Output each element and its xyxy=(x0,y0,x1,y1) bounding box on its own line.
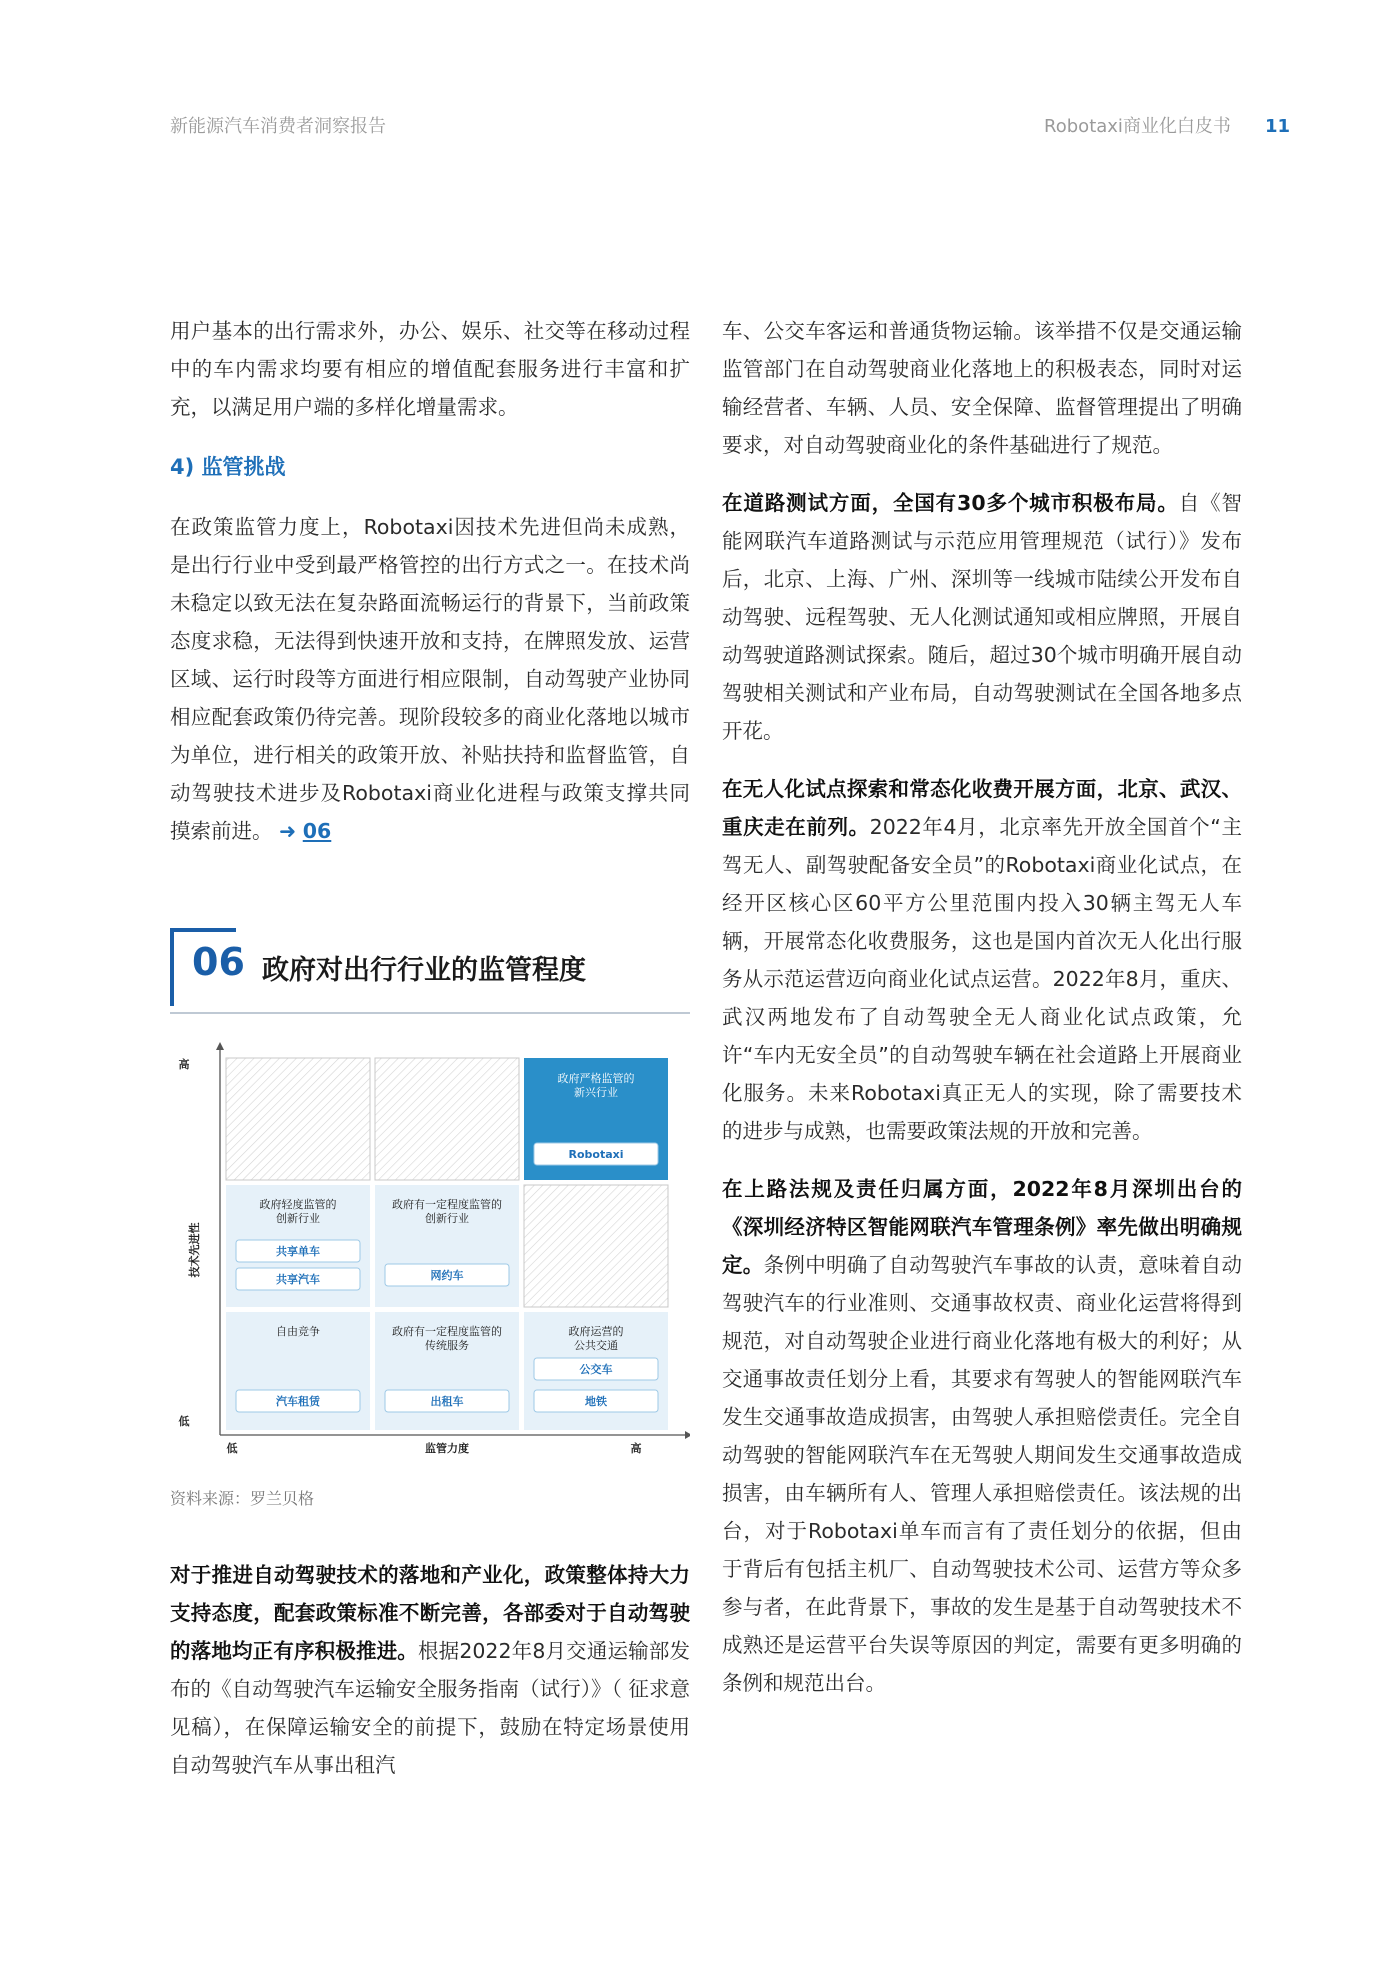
item-robotaxi: Robotaxi xyxy=(568,1148,624,1161)
item-taxi: 出租车 xyxy=(430,1395,464,1408)
figure-title xyxy=(170,928,690,1012)
figure-caption: 政府对出行行业的监管程度 xyxy=(262,955,586,986)
item-shared-bike: 共享单车 xyxy=(276,1245,320,1258)
y-axis-high-label: 高 xyxy=(178,1058,190,1071)
y-axis-low-label: 低 xyxy=(178,1415,190,1428)
x-axis-arrow xyxy=(685,1431,690,1439)
regulation-matrix-chart xyxy=(170,1040,690,1460)
paragraph: 车、公交车客运和普通货物运输。该举措不仅是交通运输监管部门在自动驾驶商业化落地上的积极表态，同时对运输经营者、车辆、人员、安全保障、监督管理提出了明确要求，对自动驾驶商业化的条件基础进行了规范。 xyxy=(722,319,1242,457)
item-car-rental: 汽车租赁 xyxy=(276,1395,320,1408)
paragraph-text: 条例中明确了自动驾驶汽车事故的认责，意味着自动驾驶汽车的行业准则、交通事故权责、商业化运营将得到规范，对自动驾驶企业进行商业化落地有极大的利好；从交通事故责任划分上看，其要求有驾驶人的智能网联汽车发生交通事故造成损害，由驾驶人承担赔偿责任。完全自动驾驶的智能网联汽车在无驾驶人期间发生交通事故造成损害，由车辆所有人、管理人承担赔偿责任。该法规的出台，对于Robotaxi单车而言有了责任划分的依据，但由于背后有包括主机厂、自动驾驶技术公司、运营方等众多参与者，在此背景下，事故的发生是基于自动驾驶技术不成熟还是运营平台失误等原因的判定，需要有更多明确的条例和规范出台。 xyxy=(722,1253,1242,1695)
cell-title: 政府有一定程度监管的传统服务 xyxy=(392,1325,502,1352)
bold-lead: 对于推进自动驾驶技术的落地和产业化，政策整体持大力支持态度，配套政策标准不断完善，各部委对于自动驾驶的落地均正有序积极推进。 xyxy=(170,1563,690,1663)
divider xyxy=(170,1012,690,1014)
cell-title: 政府轻度监管的创新行业 xyxy=(259,1198,337,1225)
cell-top-mid xyxy=(375,1058,519,1180)
paragraph-text: 2022年4月，北京率先开放全国首个“主驾无人、副驾驶配备安全员”的Robotaxi商业化试点，在经开区核心区60平方公里范围内投入30辆主驾无人车辆，开展常态化收费服务，这也是国内首次无人化出行服务从示范运营迈向商业化试点运营。2022年8月，重庆、武汉两地发布了自动驾驶全无人商业化试点政策，允许“车内无安全员”的自动驾驶车辆在社会道路上开展商业化服务。未来Robotaxi真正无人的实现，除了需要技术的进步与成熟，也需要政策法规的开放和完善。 xyxy=(722,815,1242,1143)
bold-lead: 在道路测试方面，全国有30多个城市积极布局。 xyxy=(722,491,1179,515)
x-axis-low-label: 低 xyxy=(226,1442,238,1455)
cell-title: 政府运营的公共交通 xyxy=(568,1325,624,1352)
paragraph xyxy=(170,508,690,850)
paragraph xyxy=(170,1556,690,1784)
y-axis-title: 技术先进性 xyxy=(188,1222,201,1278)
paragraph xyxy=(722,484,1242,750)
page-number: 11 xyxy=(1264,116,1290,137)
paragraph xyxy=(722,770,1242,1150)
left-column-bottom xyxy=(170,1556,690,1784)
paragraph-text: 根据2022年8月交通运输部发布的《自动驾驶汽车运输安全服务指南（试行）》（ 征求意见稿），在保障运输安全的前提下，鼓励在特定场景使用自动驾驶汽车从事出租汽 xyxy=(170,1639,691,1777)
right-column xyxy=(722,312,1242,1702)
item-subway: 地铁 xyxy=(585,1395,607,1408)
header-right xyxy=(1044,112,1290,138)
item-shared-car: 共享汽车 xyxy=(276,1273,320,1286)
paragraph: 用户基本的出行需求外，办公、娱乐、社交等在移动过程中的车内需求均要有相应的增值配套服务进行丰富和扩充，以满足用户端的多样化增量需求。 xyxy=(170,319,690,419)
item-bus: 公交车 xyxy=(579,1363,613,1376)
report-series-title: 新能源汽车消费者洞察报告 xyxy=(170,116,386,137)
x-axis-high-label: 高 xyxy=(630,1442,642,1455)
figure-reference-link[interactable]: 06 xyxy=(302,819,332,843)
paragraph-text: 自《智能网联汽车道路测试与示范应用管理规范（试行）》发布后，北京、上海、广州、深圳等一线城市陆续公开发布自动驾驶、远程驾驶、无人化测试通知或相应牌照，开展自动驾驶道路测试探索。随后，超过30个城市明确开展自动驾驶相关测试和产业布局，自动驾驶测试在全国各地多点开花。 xyxy=(722,491,1243,743)
section-subheading: 4) 监管挑战 xyxy=(170,455,286,479)
bold-lead: 在无人化试点探索和常态化收费开展方面，北京、武汉、重庆走在前列。 xyxy=(722,777,1242,839)
x-axis-title: 监管力度 xyxy=(425,1442,469,1455)
y-axis-arrow xyxy=(216,1042,224,1050)
item-ride-hailing: 网约车 xyxy=(430,1269,464,1282)
whitepaper-title: Robotaxi商业化白皮书 xyxy=(1044,116,1231,137)
paragraph-text: 在政策监管力度上，Robotaxi因技术先进但尚未成熟，是出行行业中受到最严格管控的出行方式之一。在技术尚未稳定以致无法在复杂路面流畅运行的背景下，当前政策态度求稳，无法得到快速开放和支持，在牌照发放、运营区域、运行时段等方面进行相应限制，自动驾驶产业协同相应配套政策仍待完善。现阶段较多的商业化落地以城市为单位，进行相关的政策开放、补贴扶持和监督监管，自动驾驶技术进步及Robotaxi商业化进程与政策支撑共同摸索前进。 xyxy=(170,515,690,843)
bold-lead: 在上路法规及责任归属方面，2022年8月深圳出台的《深圳经济特区智能网联汽车管理条例》率先做出明确规定。 xyxy=(722,1177,1242,1277)
arrow-right-icon: ➜ xyxy=(279,819,297,843)
cell-title: 政府严格监管的新兴行业 xyxy=(557,1072,635,1099)
figure-source: 资料来源：罗兰贝格 xyxy=(170,1489,315,1508)
cell-top-left xyxy=(226,1058,370,1180)
cell-title: 自由竞争 xyxy=(276,1325,320,1338)
cell-mid-right xyxy=(524,1185,668,1307)
paragraph xyxy=(722,1170,1242,1702)
cell-title: 政府有一定程度监管的创新行业 xyxy=(392,1198,502,1225)
figure-number: 06 xyxy=(192,940,245,984)
left-column-top xyxy=(170,312,690,850)
